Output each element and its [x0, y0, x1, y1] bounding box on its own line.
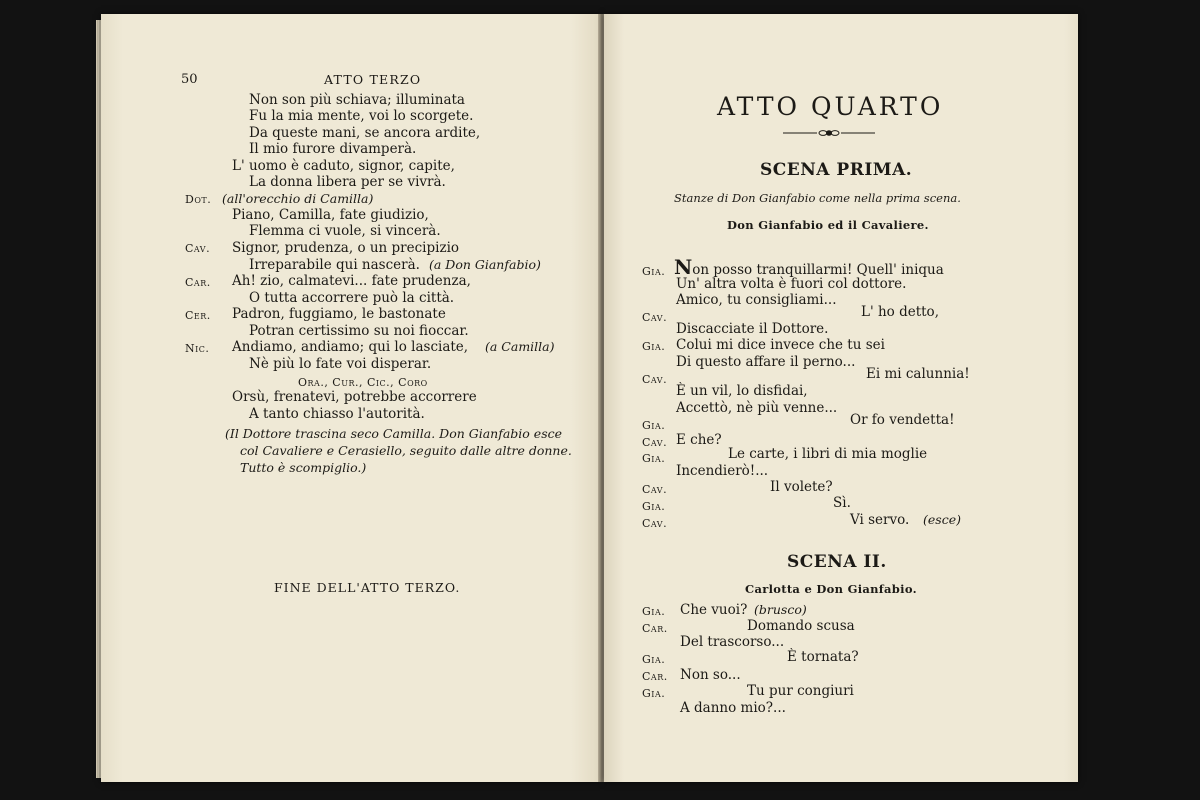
verse-line: Or fo vendetta!	[850, 412, 955, 428]
verse-line: È tornata?	[787, 649, 859, 665]
speaker-label: Gia.	[642, 340, 666, 353]
page-number: 50	[181, 72, 198, 87]
speaker-label: Gia.	[642, 653, 666, 666]
stage-note: (a Don Gianfabio)	[429, 257, 541, 272]
speaker-label: Cav.	[642, 436, 668, 449]
verse-line: Incendierò!...	[676, 463, 769, 479]
speaker-label: Car.	[642, 622, 668, 635]
act-title: ATTO QUARTO	[717, 92, 944, 121]
scene-setting: Stanze di Don Gianfabio come nella prima scena.	[674, 191, 961, 205]
verse-line: A tanto chiasso l'autorità.	[249, 406, 425, 422]
verse-line: La donna libera per se vivrà.	[249, 174, 446, 190]
stage-note: (brusco)	[754, 602, 807, 617]
speaker-label: Gia.	[642, 605, 666, 618]
verse-line: Le carte, i libri di mia moglie	[728, 446, 928, 462]
verse-line: Non so...	[680, 667, 741, 683]
verse-line: Accettò, nè più venne...	[676, 400, 838, 416]
speaker-label: Nic.	[185, 342, 210, 355]
verse-line: Andiamo, andiamo; qui lo lasciate,	[232, 339, 469, 355]
speaker-label: Car.	[642, 670, 668, 683]
verse-line: Da queste mani, se ancora ardite,	[249, 125, 481, 141]
verse-line: Discacciate il Dottore.	[676, 321, 829, 337]
verse-line: Ei mi calunnia!	[866, 366, 970, 382]
verse-line: O tutta accorrere può la città.	[249, 290, 455, 306]
stage-direction: (Il Dottore trascina seco Camilla. Don Gianfabio esce	[225, 426, 563, 441]
verse-line: Tu pur congiuri	[747, 683, 854, 699]
right-page	[604, 14, 1078, 782]
running-head: ATTO TERZO	[324, 72, 422, 87]
end-of-act: FINE DELL'ATTO TERZO.	[274, 580, 461, 595]
left-page	[101, 14, 600, 782]
speaker-label: Gia.	[642, 265, 666, 278]
verse-line: Colui mi dice invece che tu sei	[676, 337, 885, 353]
stage-direction: Tutto è scompiglio.)	[240, 460, 367, 475]
speaker-label: Cer.	[185, 309, 211, 322]
speaker-label: Cav.	[642, 373, 668, 386]
verse-line: A danno mio?...	[680, 700, 786, 716]
speaker-label: Gia.	[642, 419, 666, 432]
verse-line: Piano, Camilla, fate giudizio,	[232, 207, 429, 223]
verse-line: Amico, tu consigliami...	[676, 292, 837, 308]
stage-direction: col Cavaliere e Cerasiello, seguito dalle altre donne.	[240, 443, 572, 458]
verse-line: È un vil, lo disfidai,	[676, 383, 808, 399]
verse-line: L' uomo è caduto, signor, capite,	[232, 158, 455, 174]
verse-line: E che?	[676, 432, 722, 448]
verse-line: Vi servo.	[850, 512, 910, 528]
character-group: Ora., Cur., Cic., Coro	[298, 376, 428, 389]
verse-line: Potran certissimo su noi fioccar.	[249, 323, 469, 339]
scene-title: SCENA PRIMA.	[760, 160, 913, 180]
verse-line: Che vuoi?	[680, 602, 748, 618]
speaker-label: Dot.	[185, 193, 212, 206]
verse-line: Il volete?	[770, 479, 833, 495]
stage-note: (a Camilla)	[485, 339, 555, 354]
verse-line: Il mio furore divamperà.	[249, 141, 417, 157]
drop-cap: N	[674, 255, 693, 279]
verse-text: on posso tranquillarmi! Quell' iniqua	[692, 262, 944, 278]
speaker-label: Gia.	[642, 452, 666, 465]
speaker-label: Cav.	[642, 311, 668, 324]
scene-characters: Don Gianfabio ed il Cavaliere.	[727, 218, 929, 232]
verse-line: Orsù, frenatevi, potrebbe accorrere	[232, 389, 477, 405]
verse-line: Signor, prudenza, o un precipizio	[232, 240, 460, 256]
speaker-label: Cav.	[642, 483, 668, 496]
verse-line: Nè più lo fate voi disperar.	[249, 356, 432, 372]
verse-line: Ah! zio, calmatevi... fate prudenza,	[232, 273, 471, 289]
verse-line: Di questo affare il perno...	[676, 354, 856, 370]
speaker-label: Gia.	[642, 687, 666, 700]
scene-title: SCENA II.	[787, 552, 887, 572]
ornament-icon	[783, 129, 875, 137]
verse-line: Irreparabile qui nascerà.	[249, 257, 420, 273]
verse-line: Padron, fuggiamo, le bastonate	[232, 306, 446, 322]
speaker-label: Cav.	[185, 242, 211, 255]
speaker-label: Cav.	[642, 517, 668, 530]
stage-note: (esce)	[923, 512, 961, 527]
verse-line: Un' altra volta è fuori col dottore.	[676, 276, 907, 292]
speaker-label: Gia.	[642, 500, 666, 513]
verse-line: Non son più schiava; illuminata	[249, 92, 465, 108]
verse-line: L' ho detto,	[861, 304, 939, 320]
speaker-label: Car.	[185, 276, 211, 289]
verse-line: Del trascorso...	[680, 634, 785, 650]
stage-note: (all'orecchio di Camilla)	[222, 191, 374, 206]
verse-line: Fu la mia mente, voi lo scorgete.	[249, 108, 474, 124]
scene-characters: Carlotta e Don Gianfabio.	[745, 582, 917, 596]
verse-line: Sì.	[833, 495, 851, 511]
verse-line: Domando scusa	[747, 618, 855, 634]
verse-line: Flemma ci vuole, si vincerà.	[249, 223, 441, 239]
